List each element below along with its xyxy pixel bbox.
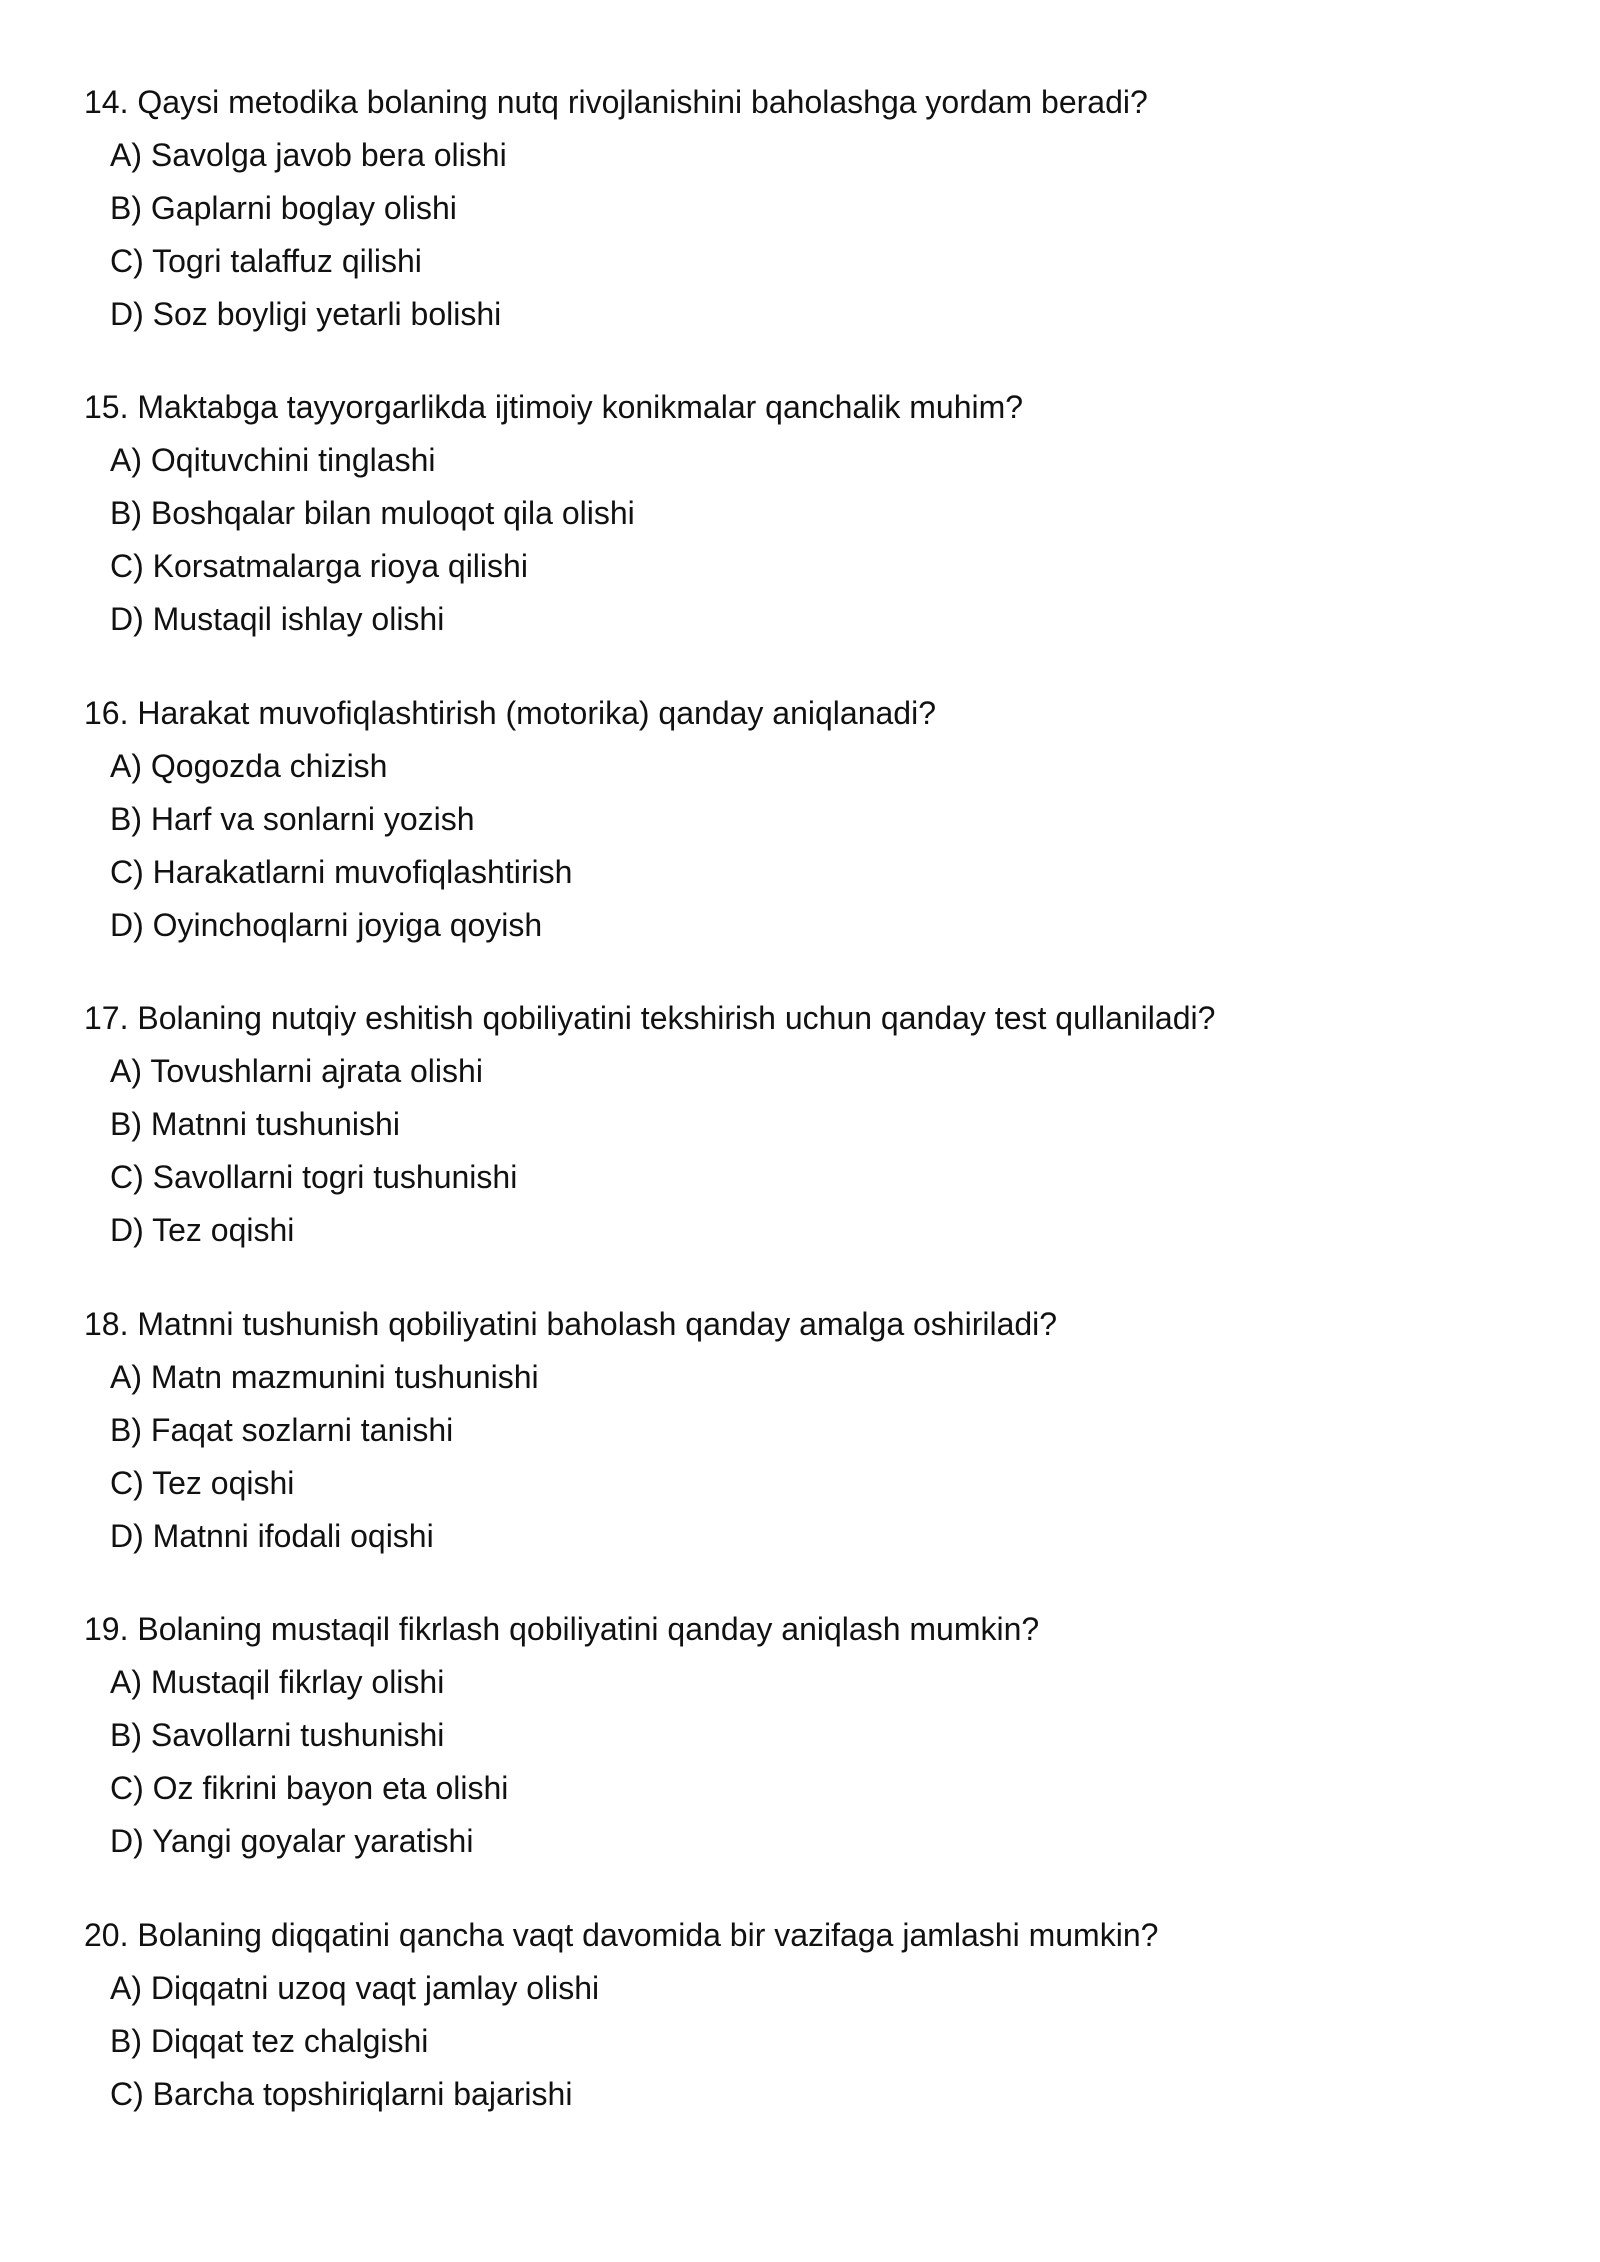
question-16 [84, 687, 1544, 952]
option-b: B) Savollarni tushunishi [110, 1717, 445, 1753]
question-text: 14. Qaysi metodika bolaning nutq rivojlanishini baholashga yordam beradi? [84, 84, 1148, 120]
question-text: 20. Bolaning diqqatini qancha vaqt davomida bir vazifaga jamlashi mumkin? [84, 1917, 1159, 1953]
option-b: B) Matnni tushunishi [110, 1106, 400, 1142]
option-d: D) Mustaqil ishlay olishi [110, 601, 445, 637]
option-d: D) Matnni ifodali oqishi [110, 1518, 434, 1554]
question-18 [84, 1298, 1544, 1563]
option-d: D) Yangi goyalar yaratishi [110, 1823, 474, 1859]
option-d: D) Soz boyligi yetarli bolishi [110, 296, 502, 332]
option-a: A) Oqituvchini tinglashi [110, 442, 436, 478]
option-c: C) Harakatlarni muvofiqlashtirish [110, 854, 573, 890]
option-a: A) Mustaqil fikrlay olishi [110, 1664, 445, 1700]
option-b: B) Boshqalar bilan muloqot qila olishi [110, 495, 635, 531]
option-b: B) Faqat sozlarni tanishi [110, 1412, 454, 1448]
option-b: B) Gaplarni boglay olishi [110, 190, 457, 226]
question-text: 16. Harakat muvofiqlashtirish (motorika) qanday aniqlanadi? [84, 695, 936, 731]
option-c: C) Korsatmalarga rioya qilishi [110, 548, 528, 584]
option-d: D) Oyinchoqlarni joyiga qoyish [110, 907, 543, 943]
question-15 [84, 381, 1544, 646]
question-20 [84, 1909, 1544, 2121]
question-text: 17. Bolaning nutqiy eshitish qobiliyatini tekshirish uchun qanday test qullaniladi? [84, 1000, 1216, 1036]
option-c: C) Togri talaffuz qilishi [110, 243, 422, 279]
question-19 [84, 1603, 1544, 1868]
option-c: C) Barcha topshiriqlarni bajarishi [110, 2076, 573, 2112]
option-a: A) Diqqatni uzoq vaqt jamlay olishi [110, 1970, 600, 2006]
option-b: B) Harf va sonlarni yozish [110, 801, 475, 837]
option-c: C) Savollarni togri tushunishi [110, 1159, 518, 1195]
question-17 [84, 992, 1544, 1257]
option-c: C) Oz fikrini bayon eta olishi [110, 1770, 509, 1806]
option-a: A) Savolga javob bera olishi [110, 137, 507, 173]
option-a: A) Tovushlarni ajrata olishi [110, 1053, 483, 1089]
option-d: D) Tez oqishi [110, 1212, 295, 1248]
question-text: 15. Maktabga tayyorgarlikda ijtimoiy konikmalar qanchalik muhim? [84, 389, 1024, 425]
question-text: 19. Bolaning mustaqil fikrlash qobiliyatini qanday aniqlash mumkin? [84, 1611, 1040, 1647]
question-14 [84, 76, 1544, 341]
option-a: A) Matn mazmunini tushunishi [110, 1359, 539, 1395]
option-b: B) Diqqat tez chalgishi [110, 2023, 429, 2059]
option-a: A) Qogozda chizish [110, 748, 388, 784]
option-c: C) Tez oqishi [110, 1465, 295, 1501]
question-text: 18. Matnni tushunish qobiliyatini baholash qanday amalga oshiriladi? [84, 1306, 1058, 1342]
